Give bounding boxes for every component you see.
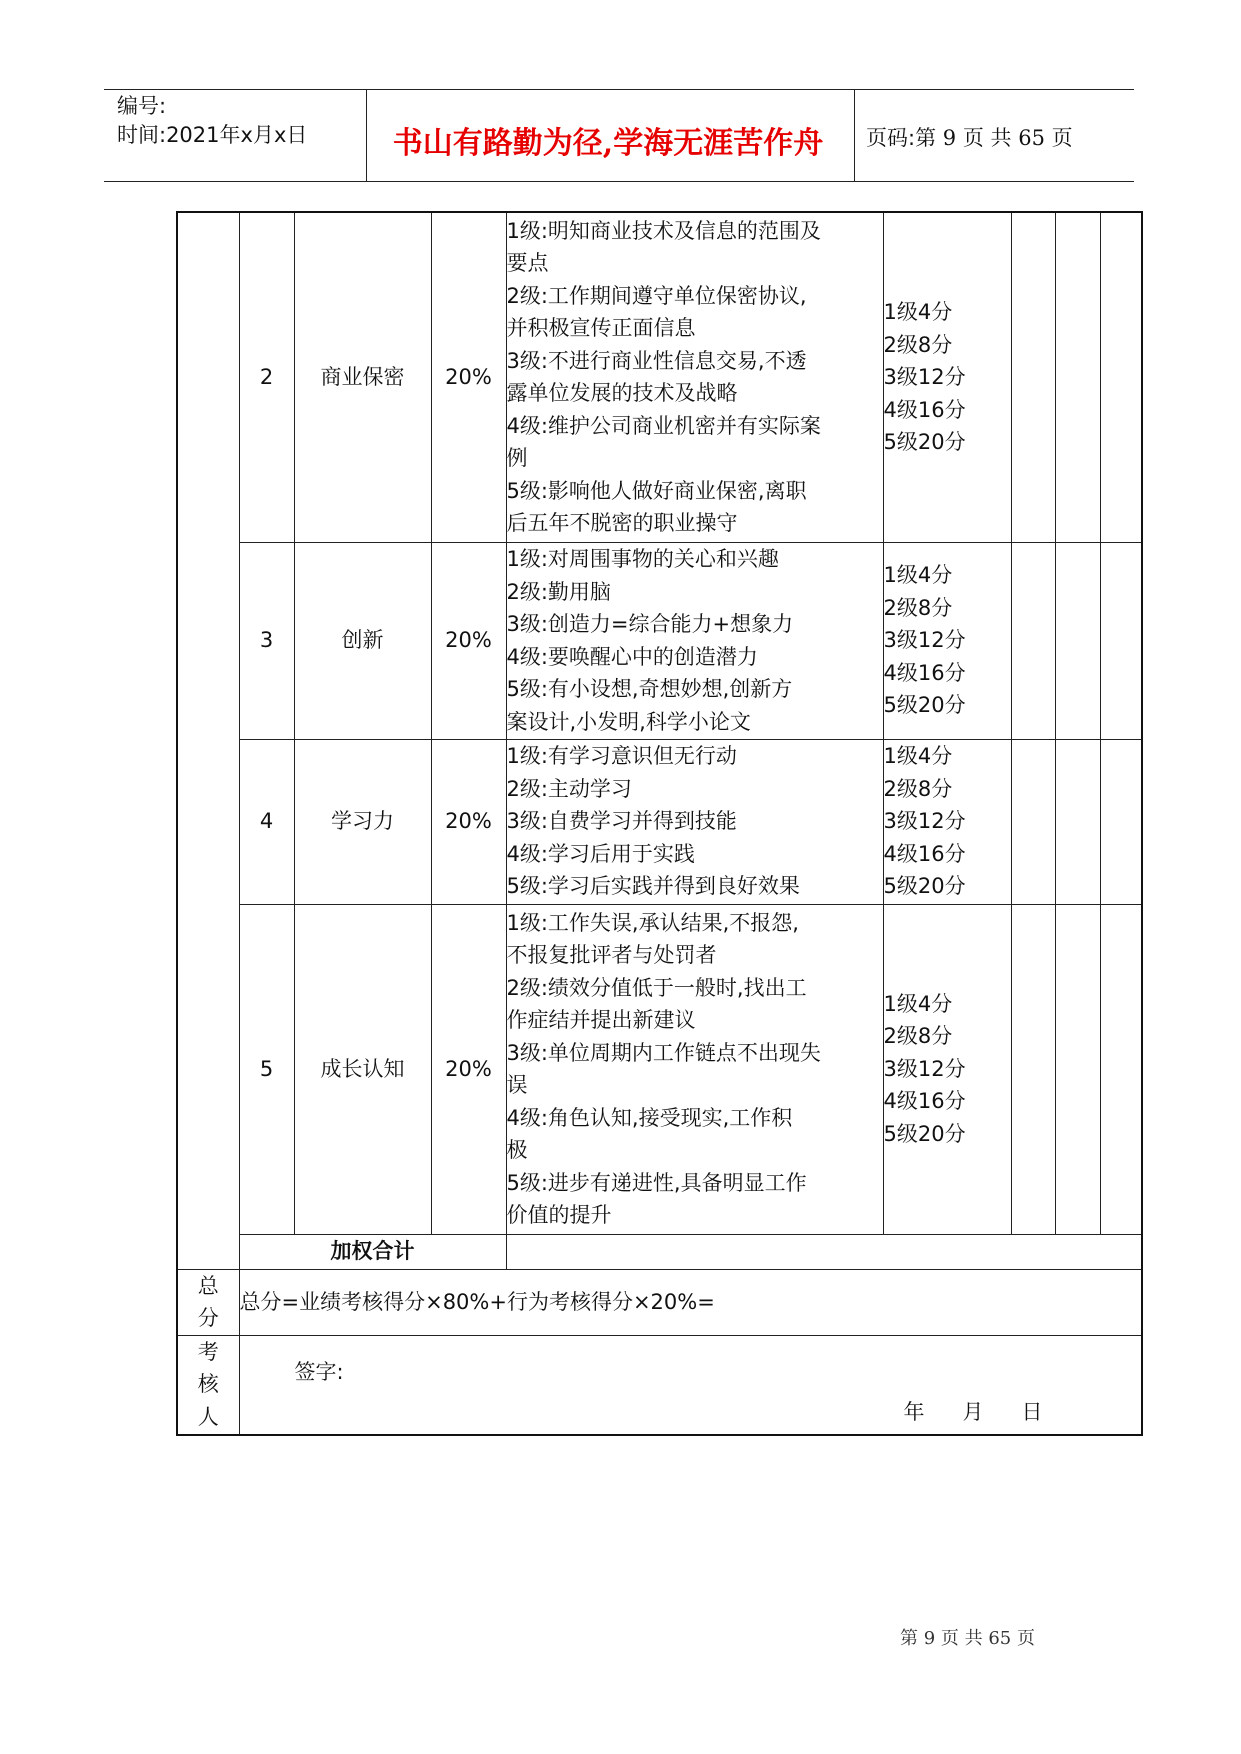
score-scale-line: 5级20分 bbox=[883, 430, 966, 454]
level-description-line: 例 bbox=[506, 446, 528, 471]
date-month: 月 bbox=[962, 1399, 984, 1424]
criterion-name: 学习力 bbox=[294, 739, 431, 904]
level-description-line: 后五年不脱密的职业操守 bbox=[506, 511, 738, 536]
criterion-name: 成长认知 bbox=[294, 904, 431, 1234]
score-scale-line: 1级4分 bbox=[883, 744, 953, 769]
page-end: 页 bbox=[1051, 126, 1073, 150]
rating-entry-cell[interactable] bbox=[1055, 904, 1100, 1234]
reviewer-row bbox=[177, 1335, 1142, 1435]
criterion-score-scale bbox=[883, 904, 1011, 1234]
date-year: 年 bbox=[903, 1399, 925, 1424]
rating-entry-cell[interactable] bbox=[1011, 542, 1055, 739]
score-scale-line: 5级20分 bbox=[883, 693, 966, 718]
level-description-line: 3级:自费学习并得到技能 bbox=[506, 809, 737, 834]
level-description-line: 案设计,小发明,科学小论文 bbox=[506, 709, 751, 734]
document-time: 时间:2021年x月x日 bbox=[117, 123, 308, 147]
level-description-line: 作症结并提出新建议 bbox=[506, 1008, 696, 1032]
rating-entry-cell[interactable] bbox=[1011, 739, 1055, 904]
criterion-row bbox=[177, 904, 1142, 1234]
criterion-score-scale bbox=[883, 542, 1011, 739]
criterion-name: 创新 bbox=[294, 542, 431, 739]
category-blank-cell bbox=[177, 212, 239, 542]
date-day: 日 bbox=[1021, 1399, 1043, 1424]
level-description-line: 2级:绩效分值低于一般时,找出工 bbox=[506, 975, 807, 1000]
level-description-line: 3级:单位周期内工作链点不出现失 bbox=[506, 1040, 821, 1065]
criterion-level-descriptions bbox=[506, 542, 883, 739]
rating-entry-cell[interactable] bbox=[1055, 739, 1100, 904]
level-description-line: 4级:角色认知,接受现实,工作积 bbox=[506, 1105, 793, 1130]
rating-entry-cell[interactable] bbox=[1100, 904, 1142, 1234]
total-formula: 总分=业绩考核得分×80%+行为考核得分×20%= bbox=[239, 1269, 1142, 1335]
rating-entry-cell[interactable] bbox=[1011, 904, 1055, 1234]
score-scale-line: 4级16分 bbox=[883, 660, 966, 685]
page-label: 页码:第 bbox=[866, 126, 937, 150]
score-scale-line: 4级16分 bbox=[883, 1089, 966, 1114]
page-total: 65 bbox=[1018, 126, 1045, 150]
level-description-line: 1级:明知商业技术及信息的范围及 bbox=[506, 218, 821, 243]
score-scale-line: 5级20分 bbox=[883, 1121, 966, 1146]
category-blank-cell bbox=[177, 904, 239, 1234]
criterion-score-scale bbox=[883, 739, 1011, 904]
header-top-rule bbox=[104, 89, 1134, 90]
reviewer-sign-cell bbox=[239, 1335, 1142, 1435]
criterion-weight: 20% bbox=[431, 904, 506, 1234]
level-description-line: 要点 bbox=[506, 251, 549, 276]
subtotal-row bbox=[177, 1234, 1142, 1269]
level-description-line: 4级:学习后用于实践 bbox=[506, 841, 695, 866]
criterion-row bbox=[177, 739, 1142, 904]
level-description-line: 极 bbox=[506, 1138, 528, 1162]
score-scale-line: 2级8分 bbox=[883, 776, 953, 801]
rating-entry-cell[interactable] bbox=[1100, 212, 1142, 542]
page-footer: 第 9 页 共 65 页 bbox=[900, 1628, 1035, 1649]
criterion-row bbox=[177, 542, 1142, 739]
level-description-line: 4级:维护公司商业机密并有实际案 bbox=[506, 413, 821, 438]
level-description-line: 误 bbox=[506, 1073, 528, 1097]
document-number-label: 编号: bbox=[117, 94, 167, 118]
level-description-line: 不报复批评者与处罚者 bbox=[506, 943, 717, 967]
level-description-line: 5级:进步有递进性,具备明显工作 bbox=[506, 1170, 807, 1195]
level-description-line: 5级:学习后实践并得到良好效果 bbox=[506, 874, 800, 899]
criterion-weight: 20% bbox=[431, 212, 506, 542]
category-blank-cell bbox=[177, 542, 239, 739]
criterion-index: 4 bbox=[239, 739, 294, 904]
score-scale-line: 3级12分 bbox=[883, 1056, 966, 1081]
reviewer-label-char: 人 bbox=[197, 1404, 219, 1429]
score-scale-line: 1级4分 bbox=[883, 300, 953, 324]
header-page-info bbox=[866, 122, 1073, 152]
page-mid: 页 共 bbox=[962, 126, 1012, 150]
rating-entry-cell[interactable] bbox=[1055, 212, 1100, 542]
level-description-line: 1级:有学习意识但无行动 bbox=[506, 744, 737, 769]
total-label-char: 总 bbox=[197, 1273, 219, 1298]
level-description-line: 3级:创造力=综合能力+想象力 bbox=[506, 612, 794, 636]
header-motto: 书山有路勤为径,学海无涯苦作舟 bbox=[392, 126, 824, 161]
header-meta bbox=[117, 92, 307, 150]
level-description-line: 5级:有小设想,奇想妙想,创新方 bbox=[506, 677, 793, 701]
header-divider-left bbox=[366, 89, 367, 181]
signature-date bbox=[904, 1396, 1081, 1429]
criterion-weight: 20% bbox=[431, 542, 506, 739]
reviewer-label bbox=[177, 1335, 239, 1435]
category-blank-cell bbox=[177, 739, 239, 904]
rating-entry-cell[interactable] bbox=[1100, 542, 1142, 739]
page-current: 9 bbox=[942, 126, 957, 150]
level-description-line: 1级:对周围事物的关心和兴趣 bbox=[506, 547, 779, 571]
criterion-index: 5 bbox=[239, 904, 294, 1234]
level-description-line: 并积极宣传正面信息 bbox=[506, 316, 696, 341]
header-divider-right bbox=[854, 89, 855, 181]
score-scale-line: 1级4分 bbox=[883, 563, 953, 588]
level-description-line: 价值的提升 bbox=[506, 1203, 612, 1227]
score-scale-line: 3级12分 bbox=[883, 809, 966, 834]
level-description-line: 1级:工作失误,承认结果,不报怨, bbox=[506, 910, 799, 935]
total-row bbox=[177, 1269, 1142, 1335]
criterion-index: 2 bbox=[239, 212, 294, 542]
criterion-name: 商业保密 bbox=[294, 212, 431, 542]
criterion-score-scale bbox=[883, 212, 1011, 542]
score-scale-line: 2级8分 bbox=[883, 1024, 953, 1049]
reviewer-label-char: 考 bbox=[197, 1339, 219, 1364]
criterion-level-descriptions bbox=[506, 904, 883, 1234]
score-scale-line: 3级12分 bbox=[883, 628, 966, 653]
criterion-level-descriptions bbox=[506, 212, 883, 542]
total-label bbox=[177, 1269, 239, 1335]
header-bottom-rule bbox=[104, 181, 1134, 182]
rating-entry-cell[interactable] bbox=[1100, 739, 1142, 904]
level-description-line: 2级:勤用脑 bbox=[506, 579, 611, 604]
level-description-line: 露单位发展的技术及战略 bbox=[506, 381, 738, 406]
score-scale-line: 1级4分 bbox=[883, 991, 953, 1016]
rating-entry-cell[interactable] bbox=[1011, 212, 1055, 542]
criterion-weight: 20% bbox=[431, 739, 506, 904]
score-scale-line: 2级8分 bbox=[883, 332, 953, 357]
level-description-line: 3级:不进行商业性信息交易,不透 bbox=[506, 348, 807, 373]
criterion-index: 3 bbox=[239, 542, 294, 739]
rating-entry-cell[interactable] bbox=[1055, 542, 1100, 739]
behavior-assessment-table bbox=[176, 211, 1143, 1436]
level-description-line: 5级:影响他人做好商业保密,离职 bbox=[506, 478, 807, 503]
criterion-row bbox=[177, 212, 1142, 542]
score-scale-line: 2级8分 bbox=[883, 595, 953, 620]
level-description-line: 2级:主动学习 bbox=[506, 776, 632, 801]
level-description-line: 2级:工作期间遵守单位保密协议, bbox=[506, 283, 807, 308]
level-description-line: 4级:要唤醒心中的创造潜力 bbox=[506, 644, 758, 669]
reviewer-label-char: 核 bbox=[197, 1372, 219, 1397]
subtotal-label: 加权合计 bbox=[239, 1234, 506, 1269]
criterion-level-descriptions bbox=[506, 739, 883, 904]
subtotal-blank-left bbox=[177, 1234, 239, 1269]
score-scale-line: 4级16分 bbox=[883, 841, 966, 866]
signature-label: 签字: bbox=[294, 1359, 344, 1384]
score-scale-line: 4级16分 bbox=[883, 397, 966, 422]
score-scale-line: 3级12分 bbox=[883, 365, 966, 389]
subtotal-value bbox=[506, 1234, 1142, 1269]
score-scale-line: 5级20分 bbox=[883, 874, 966, 899]
total-label-char: 分 bbox=[197, 1306, 219, 1330]
